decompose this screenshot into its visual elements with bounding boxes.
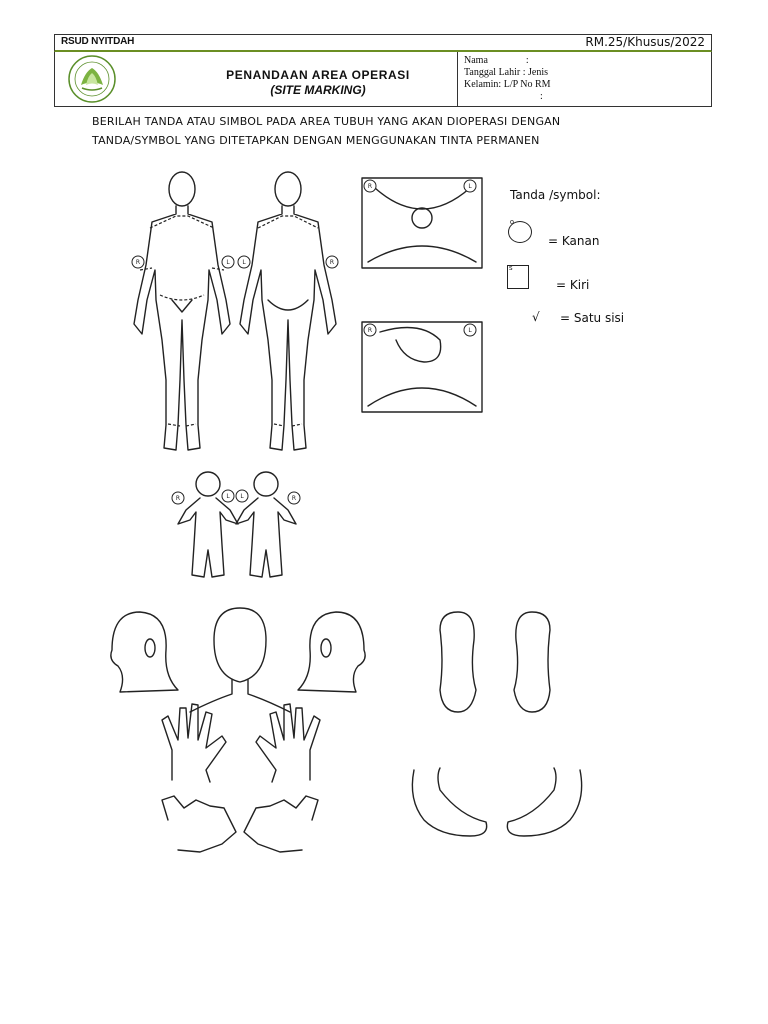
svg-text:R: R [135,259,141,266]
form-title: PENANDAAN AREA OPERASI [226,68,410,82]
hospital-name: RSUD NYITDAH [61,36,135,47]
svg-text:R: R [329,259,335,266]
svg-text:L: L [468,327,472,334]
adult-front-figure [134,172,230,450]
svg-text:L: L [226,493,230,500]
legend-kiri-label: = Kiri [556,278,590,292]
patient-field-extra[interactable]: : [540,91,543,102]
perineum-female-diagram [362,178,482,268]
patient-field-gender-rm[interactable]: Kelamin: L/P No RM [464,79,551,90]
svg-text:L: L [468,183,472,190]
legend-square-symbol: s [507,265,529,289]
legend-check-symbol: √ [532,310,540,324]
head-profiles [111,608,365,712]
instruction-text: BERILAH TANDA ATAU SIMBOL PADA AREA TUBUH YANG AKAN DIOPERASI DENGAN TANDA/SYMBOL YANG DITETAPKAN DENGAN MENGGUNAKAN TINTA PERMANEN [92,115,561,147]
feet-top-view [412,768,581,836]
patient-field-nama[interactable]: Nama : [464,55,529,66]
hand-outlines [162,704,320,852]
legend-title: Tanda /symbol: [510,188,601,202]
form-subtitle: (SITE MARKING) [270,83,366,97]
foot-soles [440,612,550,712]
patient-field-birthdate[interactable]: Tanggal Lahir : Jenis [464,67,548,78]
form-code: RM.25/Khusus/2022 [585,35,705,49]
svg-text:L: L [226,259,230,266]
legend-kanan-label: = Kanan [548,234,600,248]
svg-text:R: R [175,495,181,502]
svg-text:L: L [242,259,246,266]
svg-text:R: R [367,327,373,334]
svg-text:L: L [240,493,244,500]
child-figures [172,472,300,577]
legend-circle-symbol: o [508,221,532,243]
perineum-male-diagram [362,322,482,412]
svg-text:R: R [367,183,373,190]
adult-back-figure [240,172,336,450]
legend-satu-sisi-label: = Satu sisi [560,311,625,325]
svg-text:R: R [291,495,297,502]
